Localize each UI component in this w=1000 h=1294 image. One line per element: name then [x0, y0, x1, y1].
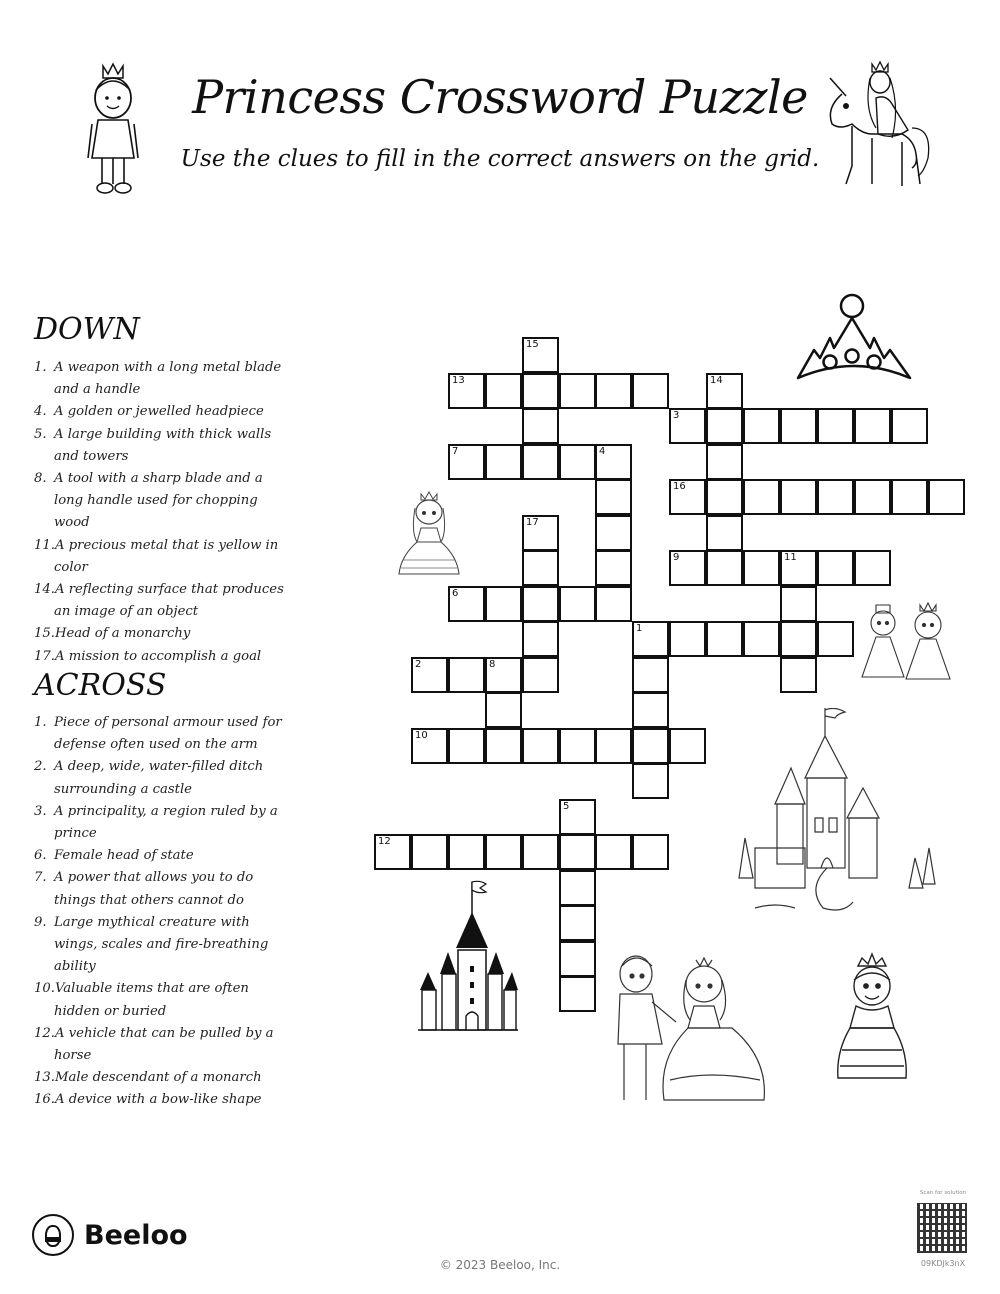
clue-down-15: 15.Head of a monarchy — [34, 626, 191, 642]
crossword-cell[interactable] — [522, 728, 559, 764]
clue-down-14: 14.A reflecting surface that produces an image of an object — [34, 582, 284, 620]
crossword-cell[interactable] — [891, 479, 928, 515]
crossword-cell[interactable] — [522, 586, 559, 622]
crossword-cell[interactable] — [411, 834, 448, 870]
crossword-cell[interactable] — [632, 692, 669, 728]
crossword-cell[interactable] — [817, 479, 854, 515]
clue-down-1: 1. A weapon with a long metal blade and a handle — [34, 360, 282, 398]
crossword-cell[interactable] — [706, 515, 743, 551]
clue-across-7: 7. A power that allows you to do things that others cannot do — [34, 870, 254, 908]
crossword-cell[interactable] — [522, 657, 559, 693]
crossword-cell[interactable] — [669, 479, 706, 515]
castle-illustration — [735, 708, 940, 918]
crossword-cell[interactable] — [522, 621, 559, 657]
page-title: Princess Crossword Puzzle — [192, 70, 808, 124]
crossword-cell[interactable] — [743, 550, 780, 586]
crossword-cell[interactable] — [706, 373, 743, 409]
clue-across-10: 10.Valuable items that are often hidden or buried — [34, 981, 249, 1019]
crossword-cell[interactable] — [891, 408, 928, 444]
crossword-cell[interactable] — [595, 728, 632, 764]
crossword-cell[interactable] — [448, 834, 485, 870]
crossword-cell[interactable] — [743, 479, 780, 515]
cell-number: 4 — [599, 446, 606, 457]
crossword-cell[interactable] — [780, 479, 817, 515]
crossword-cell[interactable] — [595, 479, 632, 515]
crossword-cell[interactable] — [485, 834, 522, 870]
page-subtitle: Use the clues to fill in the correct answers on the grid. — [180, 146, 820, 172]
cell-number: 10 — [415, 730, 428, 741]
crossword-cell[interactable] — [411, 728, 448, 764]
qr-label: Scan for solution — [919, 1190, 967, 1196]
clue-down-17: 17.A mission to accomplish a goal — [34, 648, 262, 664]
copyright: © 2023 Beeloo, Inc. — [439, 1258, 561, 1272]
crossword-cell[interactable] — [780, 657, 817, 693]
crossword-cell[interactable] — [595, 373, 632, 409]
crossword-cell[interactable] — [448, 586, 485, 622]
clue-down-11: 11.A precious metal that is yellow in color — [34, 537, 279, 575]
crossword-cell[interactable] — [595, 550, 632, 586]
across-clue-list — [34, 712, 289, 1112]
crossword-cell[interactable] — [854, 479, 891, 515]
prince-illustration — [78, 58, 148, 198]
crossword-cell[interactable] — [928, 479, 965, 515]
princess-illustration — [393, 488, 465, 580]
crown-illustration — [792, 292, 917, 384]
crossword-cell[interactable] — [595, 834, 632, 870]
crossword-cell[interactable] — [522, 834, 559, 870]
crossword-cell[interactable] — [522, 550, 559, 586]
clue-across-9: 9. Large mythical creature with wings, scales and fire-breathing ability — [34, 914, 269, 975]
beeloo-logo[interactable] — [32, 1214, 188, 1256]
crossword-cell[interactable] — [632, 657, 669, 693]
crossword-cell[interactable] — [374, 834, 411, 870]
crossword-cell[interactable] — [632, 834, 669, 870]
cell-number: 6 — [452, 588, 459, 599]
crossword-cell[interactable] — [522, 408, 559, 444]
crossword-cell[interactable] — [485, 444, 522, 480]
crossword-cell[interactable] — [559, 373, 596, 409]
clue-across-2: 2. A deep, wide, water-filled ditch surrounding a castle — [34, 759, 264, 797]
crossword-cell[interactable] — [780, 586, 817, 622]
cell-number: 8 — [489, 659, 496, 670]
down-heading: DOWN — [34, 312, 140, 347]
crossword-cell[interactable] — [522, 515, 559, 551]
crossword-cell[interactable] — [669, 550, 706, 586]
crossword-cell[interactable] — [522, 337, 559, 373]
crossword-cell[interactable] — [485, 373, 522, 409]
clue-down-8: 8. A tool with a sharp blade and a long handle used for chopping wood — [34, 471, 263, 531]
crossword-cell[interactable] — [780, 621, 817, 657]
qr-code-id: 09KDJk3nX — [920, 1259, 966, 1268]
cell-number: 1 — [636, 623, 643, 634]
crossword-cell[interactable] — [817, 621, 854, 657]
crossword-cell[interactable] — [706, 550, 743, 586]
cell-number: 2 — [415, 659, 422, 670]
crossword-cell[interactable] — [485, 728, 522, 764]
cell-number: 5 — [563, 801, 570, 812]
crossword-cell[interactable] — [706, 408, 743, 444]
crossword-cell[interactable] — [559, 870, 596, 906]
crossword-cell[interactable] — [559, 976, 596, 1012]
crossword-cell[interactable] — [706, 444, 743, 480]
crossword-cell[interactable] — [854, 408, 891, 444]
crossword-cell[interactable] — [817, 408, 854, 444]
crossword-cell[interactable] — [559, 444, 596, 480]
cell-number: 3 — [673, 410, 680, 421]
crossword-cell[interactable] — [632, 728, 669, 764]
crossword-cell[interactable] — [706, 479, 743, 515]
clue-across-1: 1. Piece of personal armour used for defense often used on the arm — [34, 715, 282, 753]
crossword-cell[interactable] — [780, 550, 817, 586]
brand-name: Beeloo — [84, 1219, 188, 1251]
crossword-cell[interactable] — [632, 621, 669, 657]
crossword-cell[interactable] — [559, 586, 596, 622]
two-princesses-illustration — [858, 595, 958, 685]
crossword-cell[interactable] — [485, 657, 522, 693]
crossword-cell[interactable] — [485, 586, 522, 622]
clue-across-12: 12.A vehicle that can be pulled by a horse — [34, 1025, 274, 1064]
crossword-cell[interactable] — [669, 621, 706, 657]
clue-across-16: 16.A device with a bow-like shape — [34, 1092, 262, 1108]
crossword-cell[interactable] — [632, 373, 669, 409]
clue-across-3: 3. A principality, a region ruled by a prince — [34, 803, 278, 842]
clue-down-5: 5. A large building with thick walls and towers — [34, 426, 272, 464]
crossword-cell[interactable] — [559, 728, 596, 764]
crossword-cell[interactable] — [559, 799, 596, 835]
cell-number: 13 — [452, 375, 465, 386]
crossword-cell[interactable] — [743, 621, 780, 657]
crossword-cell[interactable] — [595, 444, 632, 480]
cell-number: 9 — [673, 552, 680, 563]
cell-number: 11 — [784, 552, 797, 563]
qr-code-icon[interactable] — [917, 1203, 967, 1253]
bee-logo-icon — [32, 1214, 74, 1256]
crossword-cell[interactable] — [706, 621, 743, 657]
across-heading: ACROSS — [34, 668, 167, 703]
crossword-cell[interactable] — [669, 728, 706, 764]
crossword-cell[interactable] — [411, 657, 448, 693]
cell-number: 14 — [710, 375, 723, 386]
crossword-cell[interactable] — [669, 408, 706, 444]
crossword-cell[interactable] — [854, 550, 891, 586]
cell-number: 7 — [452, 446, 459, 457]
crossword-cell[interactable] — [595, 586, 632, 622]
clue-across-13: 13.Male descendant of a monarch — [34, 1070, 262, 1086]
unicorn-princess-illustration — [822, 58, 932, 198]
crossword-cell[interactable] — [632, 763, 669, 799]
black-castle-illustration — [412, 878, 518, 1040]
cell-number: 12 — [378, 836, 391, 847]
clue-across-6: 6. Female head of state — [34, 848, 194, 864]
crossword-cell[interactable] — [448, 444, 485, 480]
clue-down-4: 4. A golden or jewelled headpiece — [34, 404, 264, 420]
cell-number: 17 — [526, 517, 539, 528]
crossword-cell[interactable] — [595, 515, 632, 551]
crossword-cell[interactable] — [559, 834, 596, 870]
crossword-cell[interactable] — [448, 373, 485, 409]
crossword-cell[interactable] — [485, 692, 522, 728]
down-clue-list — [34, 357, 289, 668]
crossword-cell[interactable] — [448, 657, 485, 693]
crossword-cell[interactable] — [522, 444, 559, 480]
crossword-cell[interactable] — [559, 905, 596, 941]
crossword-cell[interactable] — [780, 408, 817, 444]
queen-illustration — [832, 950, 912, 1082]
crossword-cell[interactable] — [817, 550, 854, 586]
crossword-cell[interactable] — [522, 373, 559, 409]
crossword-cell[interactable] — [448, 728, 485, 764]
cell-number: 15 — [526, 339, 539, 350]
crossword-cell[interactable] — [743, 408, 780, 444]
cell-number: 16 — [673, 481, 686, 492]
dancing-couple-illustration — [600, 950, 770, 1110]
crossword-cell[interactable] — [559, 941, 596, 977]
